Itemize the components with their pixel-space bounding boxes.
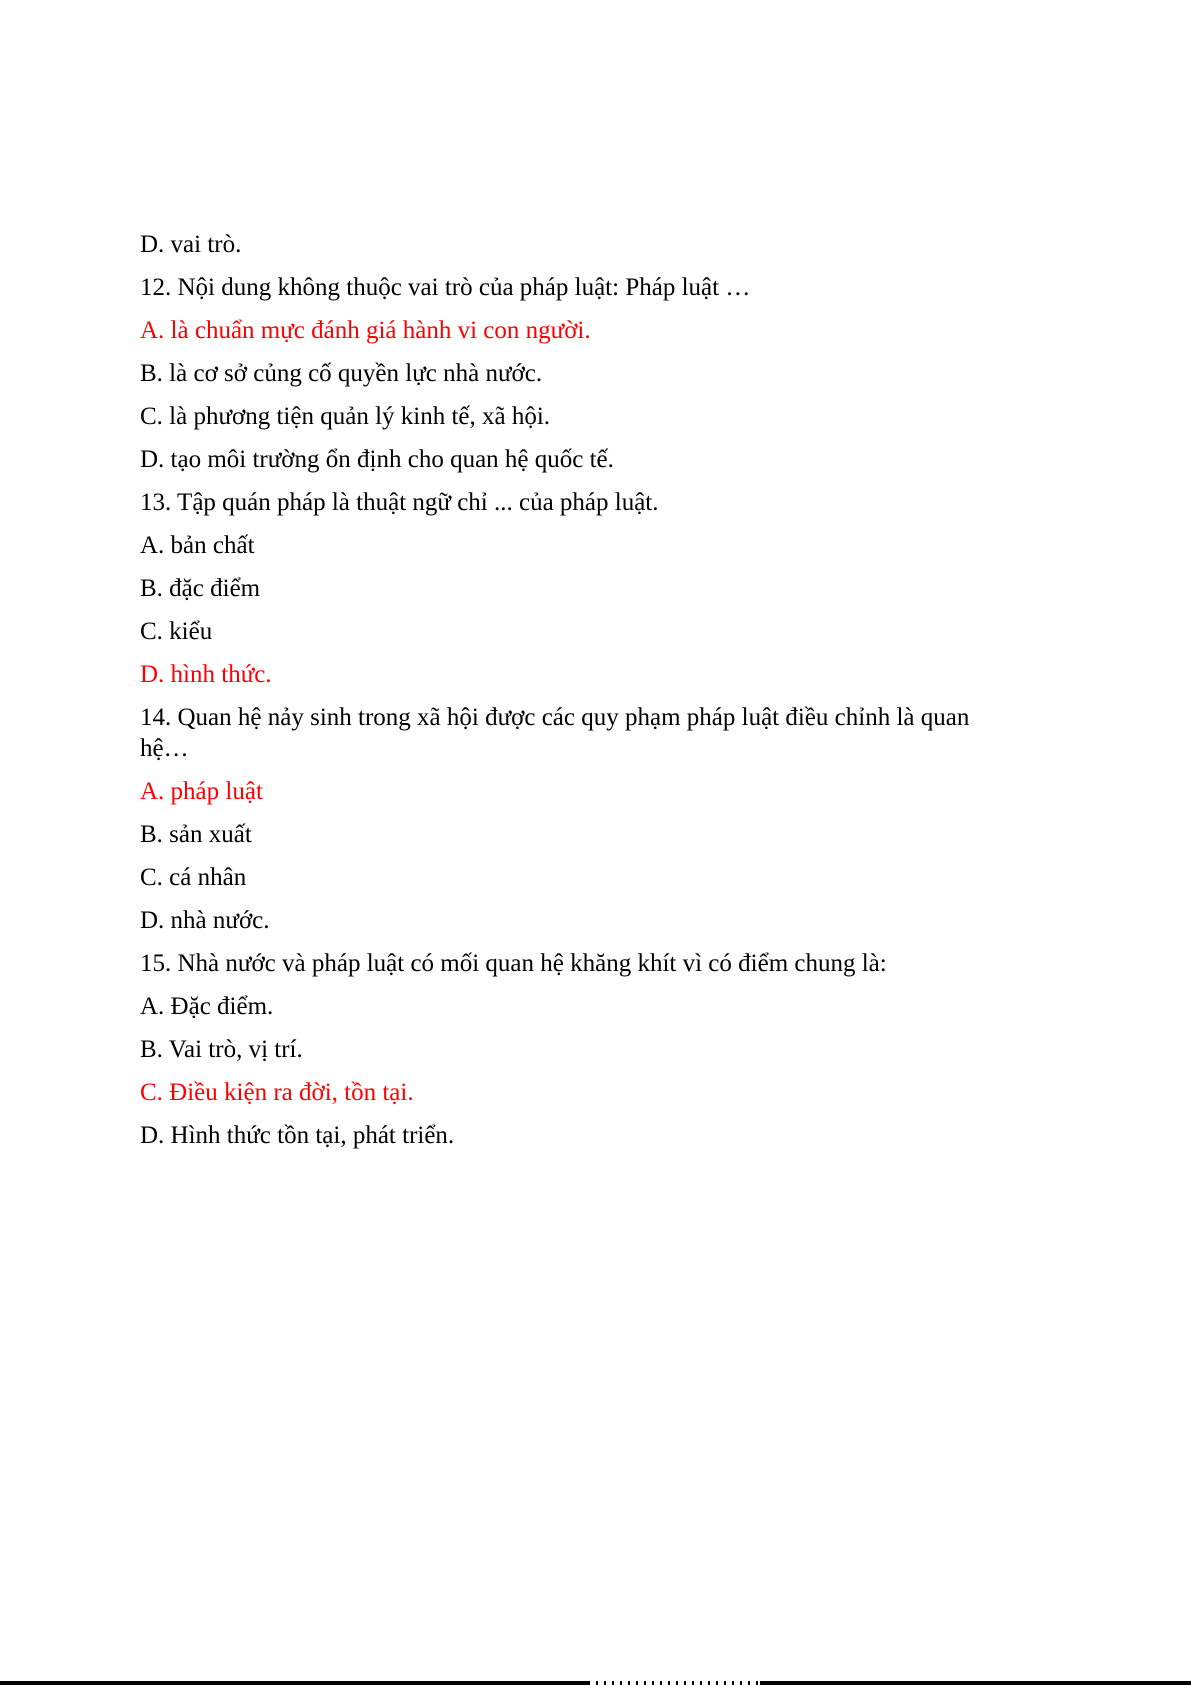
option-d-q15: D. Hình thức tồn tại, phát triển.: [140, 1122, 455, 1149]
question-12: 12. Nội dung không thuộc vai trò của pháp luật: Pháp luật …: [140, 274, 751, 301]
option-a-q13: A. bản chất: [140, 532, 255, 559]
option-b-q13: B. đặc điểm: [140, 575, 261, 602]
page-bottom-rule-pattern: [590, 1681, 760, 1685]
option-c-q14: C. cá nhân: [140, 864, 247, 891]
option-d-q14: D. nhà nước.: [140, 907, 270, 934]
option-d-q12: D. tạo môi trường ổn định cho quan hệ quốc tế.: [140, 446, 614, 473]
option-a-q15: A. Đặc điểm.: [140, 993, 274, 1020]
answer-q13-d: D. hình thức.: [140, 661, 272, 688]
option-c-q12: C. là phương tiện quản lý kinh tế, xã hội.: [140, 403, 551, 430]
option-d-q11: D. vai trò.: [140, 231, 242, 258]
option-b-q14: B. sản xuất: [140, 821, 252, 848]
question-13: 13. Tập quán pháp là thuật ngữ chỉ ... của pháp luật.: [140, 489, 659, 516]
question-14: 14. Quan hệ nảy sinh trong xã hội được các quy phạm pháp luật điều chỉnh là quan hệ…: [140, 704, 970, 762]
question-15: 15. Nhà nước và pháp luật có mối quan hệ khăng khít vì có điểm chung là:: [140, 950, 887, 977]
option-c-q13: C. kiểu: [140, 618, 213, 645]
answer-q15-c: C. Điều kiện ra đời, tồn tại.: [140, 1079, 414, 1106]
answer-q14-a: A. pháp luật: [140, 778, 263, 805]
option-b-q12: B. là cơ sở củng cố quyền lực nhà nước.: [140, 360, 543, 387]
answer-q12-a: A. là chuẩn mực đánh giá hành vi con người.: [140, 317, 591, 344]
question-list: [140, 229, 1020, 1163]
option-b-q15: B. Vai trò, vị trí.: [140, 1036, 303, 1063]
